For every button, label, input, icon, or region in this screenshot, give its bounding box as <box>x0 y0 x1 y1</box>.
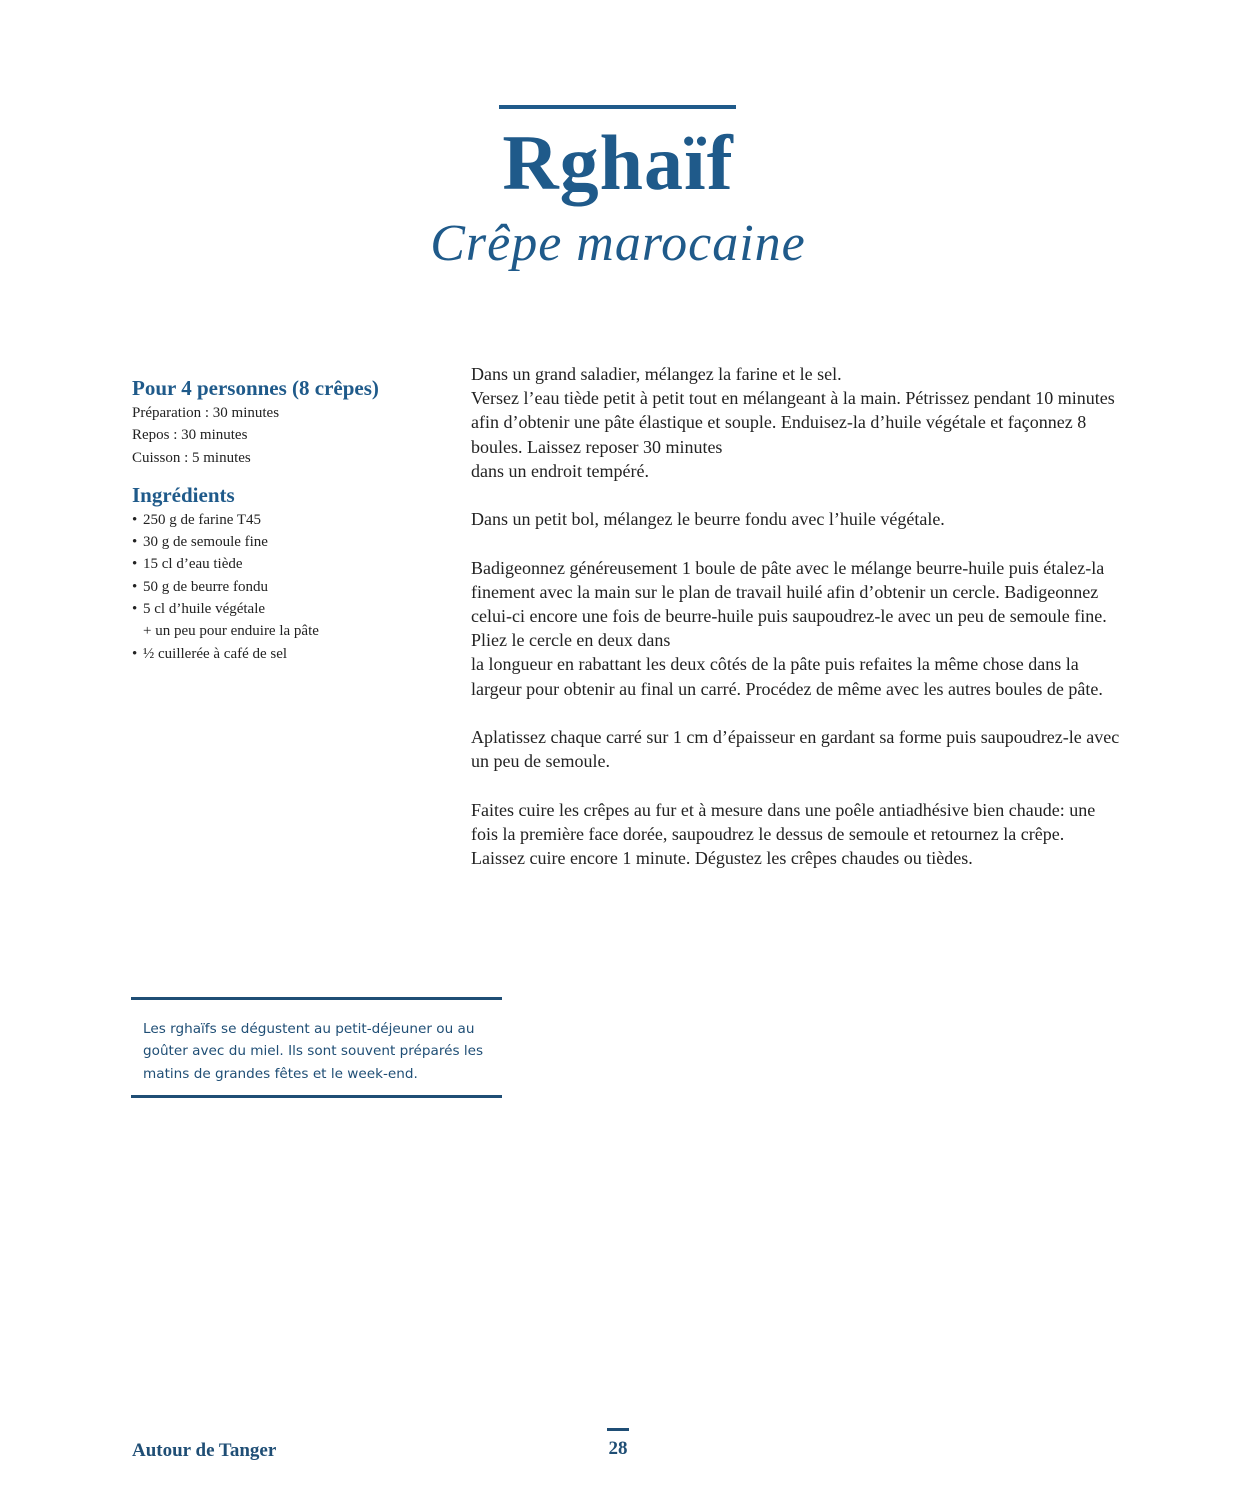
instruction-paragraph: Aplatissez chaque carré sur 1 cm d’épaisseur en gardant sa forme puis saupoudrez-le avec un peu de semoule. <box>471 727 1120 772</box>
recipe-subtitle: Crêpe marocaine <box>430 215 806 272</box>
ingredient-continuation: + un peu pour enduire la pâte <box>143 623 319 640</box>
tip-bottom-rule <box>131 1095 502 1098</box>
instruction-paragraph: Dans un grand saladier, mélangez la farine et le sel. Versez l’eau tiède petit à petit tout en mélangeant à la main. Pétrissez pendant 10 minutes afin d’obtenir une pâte élastique et souple. Enduisez-la d’huile végétale et façonnez 8 boules. Laissez reposer 30 minutes dans un endroit tempéré. <box>471 364 1115 481</box>
servings-heading: Pour 4 personnes (8 crêpes) <box>132 376 379 400</box>
title-top-rule <box>499 105 736 109</box>
rest-time: Repos : 30 minutes <box>132 427 248 444</box>
prep-time: Préparation : 30 minutes <box>132 405 280 421</box>
ingredients-heading: Ingrédients <box>132 482 235 507</box>
ingredient-text: 30 g de semoule fine <box>143 534 268 551</box>
servings-block <box>132 374 432 469</box>
recipe-title: Rghaïf <box>502 119 734 206</box>
ingredient-text: ½ cuillerée à café de sel <box>143 645 288 662</box>
bullet-icon: • <box>132 578 138 595</box>
page-number-rule <box>607 1428 629 1431</box>
footer-section-title: Autour de Tanger <box>132 1440 277 1461</box>
ingredients-block <box>132 481 432 665</box>
ingredient-text: 250 g de farine T45 <box>143 511 262 528</box>
bullet-icon: • <box>132 645 138 662</box>
recipe-sidebar <box>132 374 432 665</box>
ingredient-item <box>132 531 432 553</box>
ingredient-item <box>132 553 432 575</box>
instruction-paragraph: Faites cuire les crêpes au fur et à mesure dans une poêle antiadhésive bien chaude: une fois la première face dorée, saupoudrez le dessus de semoule et retournez la crêpe. Laissez cuire encore 1 minute. Dégustez les crêpes chaudes ou tièdes. <box>471 799 1096 868</box>
tip-box <box>131 997 502 1098</box>
tip-text: Les rghaïfs se dégustent au petit-déjeuner ou au goûter avec du miel. Ils sont souvent préparés les matins de grandes fêtes et le week-end. <box>143 1021 484 1082</box>
bullet-icon: • <box>132 556 138 573</box>
ingredient-item <box>132 509 432 531</box>
instructions <box>471 362 1121 894</box>
instruction-paragraph: Dans un petit bol, mélangez le beurre fondu avec l’huile végétale. <box>471 509 945 530</box>
ingredient-item <box>132 576 432 598</box>
bullet-icon: • <box>132 601 138 618</box>
bullet-icon: • <box>132 511 138 528</box>
ingredient-text: 50 g de beurre fondu <box>143 578 268 595</box>
ingredient-text: 5 cl d’huile végétale <box>143 601 266 618</box>
bullet-icon: • <box>132 534 138 551</box>
page-number: 28 <box>608 1438 628 1459</box>
instruction-paragraph: Badigeonnez généreusement 1 boule de pâte avec le mélange beurre-huile puis étalez-la finement avec la main sur le plan de travail huilé afin d’obtenir un cercle. Badigeonnez celui-ci encore une fois de beurre-huile puis saupoudrez-le avec un peu de semoule fine. Pliez le cercle en deux dans la longueur en rabattant les deux côtés de la pâte puis refaites la même chose dans la largeur pour obtenir au final un carré. Procédez de même avec les autres boules de pâte. <box>471 557 1107 699</box>
cook-time: Cuisson : 5 minutes <box>132 449 251 466</box>
ingredient-item <box>132 643 432 665</box>
ingredient-text: 15 cl d’eau tiède <box>143 556 243 573</box>
ingredient-item <box>132 598 432 620</box>
